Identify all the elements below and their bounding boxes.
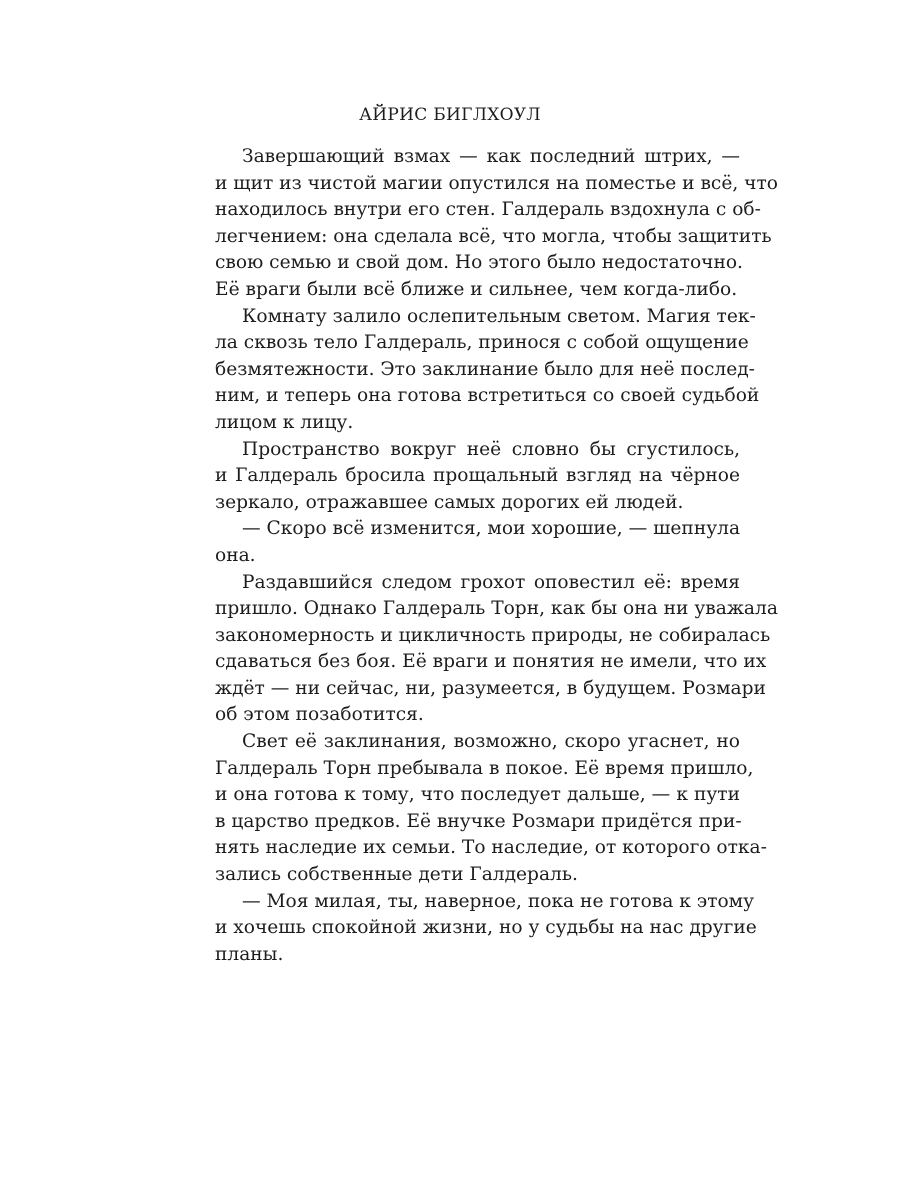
text-line: зеркало, отражавшее самых дорогих ей людей. — [215, 491, 684, 513]
paragraph — [215, 304, 760, 437]
text-line: Пространство вокруг неё словно бы сгустилось, — [242, 438, 740, 460]
text-line: безмятежности. Это заклинание было для неё послед- — [215, 358, 755, 380]
text-line: Раздавшийся следом грохот оповестил её: время — [242, 571, 740, 593]
text-line: об этом позаботится. — [215, 704, 424, 726]
text-line: она. — [215, 544, 256, 566]
text-line: зались собственные дети Галдераль. — [215, 864, 578, 886]
text-line: и щит из чистой магии опустился на поместье и всё, что — [215, 172, 778, 194]
text-line: легчением: она сделала всё, что могла, чтобы защитить — [215, 225, 772, 247]
paragraph — [215, 889, 757, 969]
text-line: — Скоро всё изменится, мои хорошие, — шепнула — [242, 518, 741, 540]
text-line: Галдераль Торн пребывала в покое. Её время пришло, — [215, 757, 754, 779]
body-text — [215, 144, 778, 968]
text-line: сдаваться без боя. Её враги и понятия не имели, что их — [215, 651, 767, 673]
text-line: ждёт — ни сейчас, ни, разумеется, в будущем. Розмари — [215, 677, 766, 699]
text-line: пришло. Однако Галдераль Торн, как бы она ни уважала — [215, 598, 778, 620]
text-line: Комнату залило ослепительным светом. Магия тек- — [242, 305, 756, 327]
text-line: свою семью и свой дом. Но этого было недостаточно. — [215, 252, 743, 274]
text-line: и она готова к тому, что последует дальше, — к пути — [215, 784, 740, 806]
text-line: находилось внутри его стен. Галдераль вздохнула с об- — [215, 199, 761, 221]
paragraph — [215, 437, 740, 517]
text-line: в царство предков. Её внучке Розмари придётся при- — [215, 810, 742, 832]
text-line: лицом к лицу. — [215, 411, 354, 433]
text-line: планы. — [215, 943, 284, 965]
text-line: Завершающий взмах — как последний штрих, — — [242, 146, 740, 167]
text-line: — Моя милая, ты, наверное, пока не готова к этому — [242, 890, 755, 912]
text-line: и Галдераль бросила прощальный взгляд на чёрное — [215, 465, 740, 487]
text-line: Её враги были всё ближе и сильнее, чем когда-либо. — [215, 278, 738, 300]
paragraph — [215, 144, 778, 304]
text-line: нять наследие их семьи. То наследие, от которого отка- — [215, 837, 767, 859]
text-line: закономерность и цикличность природы, не собиралась — [215, 624, 771, 646]
paragraph — [215, 516, 740, 569]
text-line: ла сквозь тело Галдераль, принося с собой ощущение — [215, 332, 749, 354]
text-line: Свет её заклинания, возможно, скоро угаснет, но — [242, 731, 740, 753]
running-head: АЙРИС БИГЛХОУЛ — [359, 105, 541, 125]
paragraph — [215, 570, 778, 730]
paragraph — [215, 729, 767, 889]
text-line: ним, и теперь она готова встретиться со своей судьбой — [215, 385, 760, 407]
text-line: и хочешь спокойной жизни, но у судьбы на нас другие — [215, 917, 757, 939]
